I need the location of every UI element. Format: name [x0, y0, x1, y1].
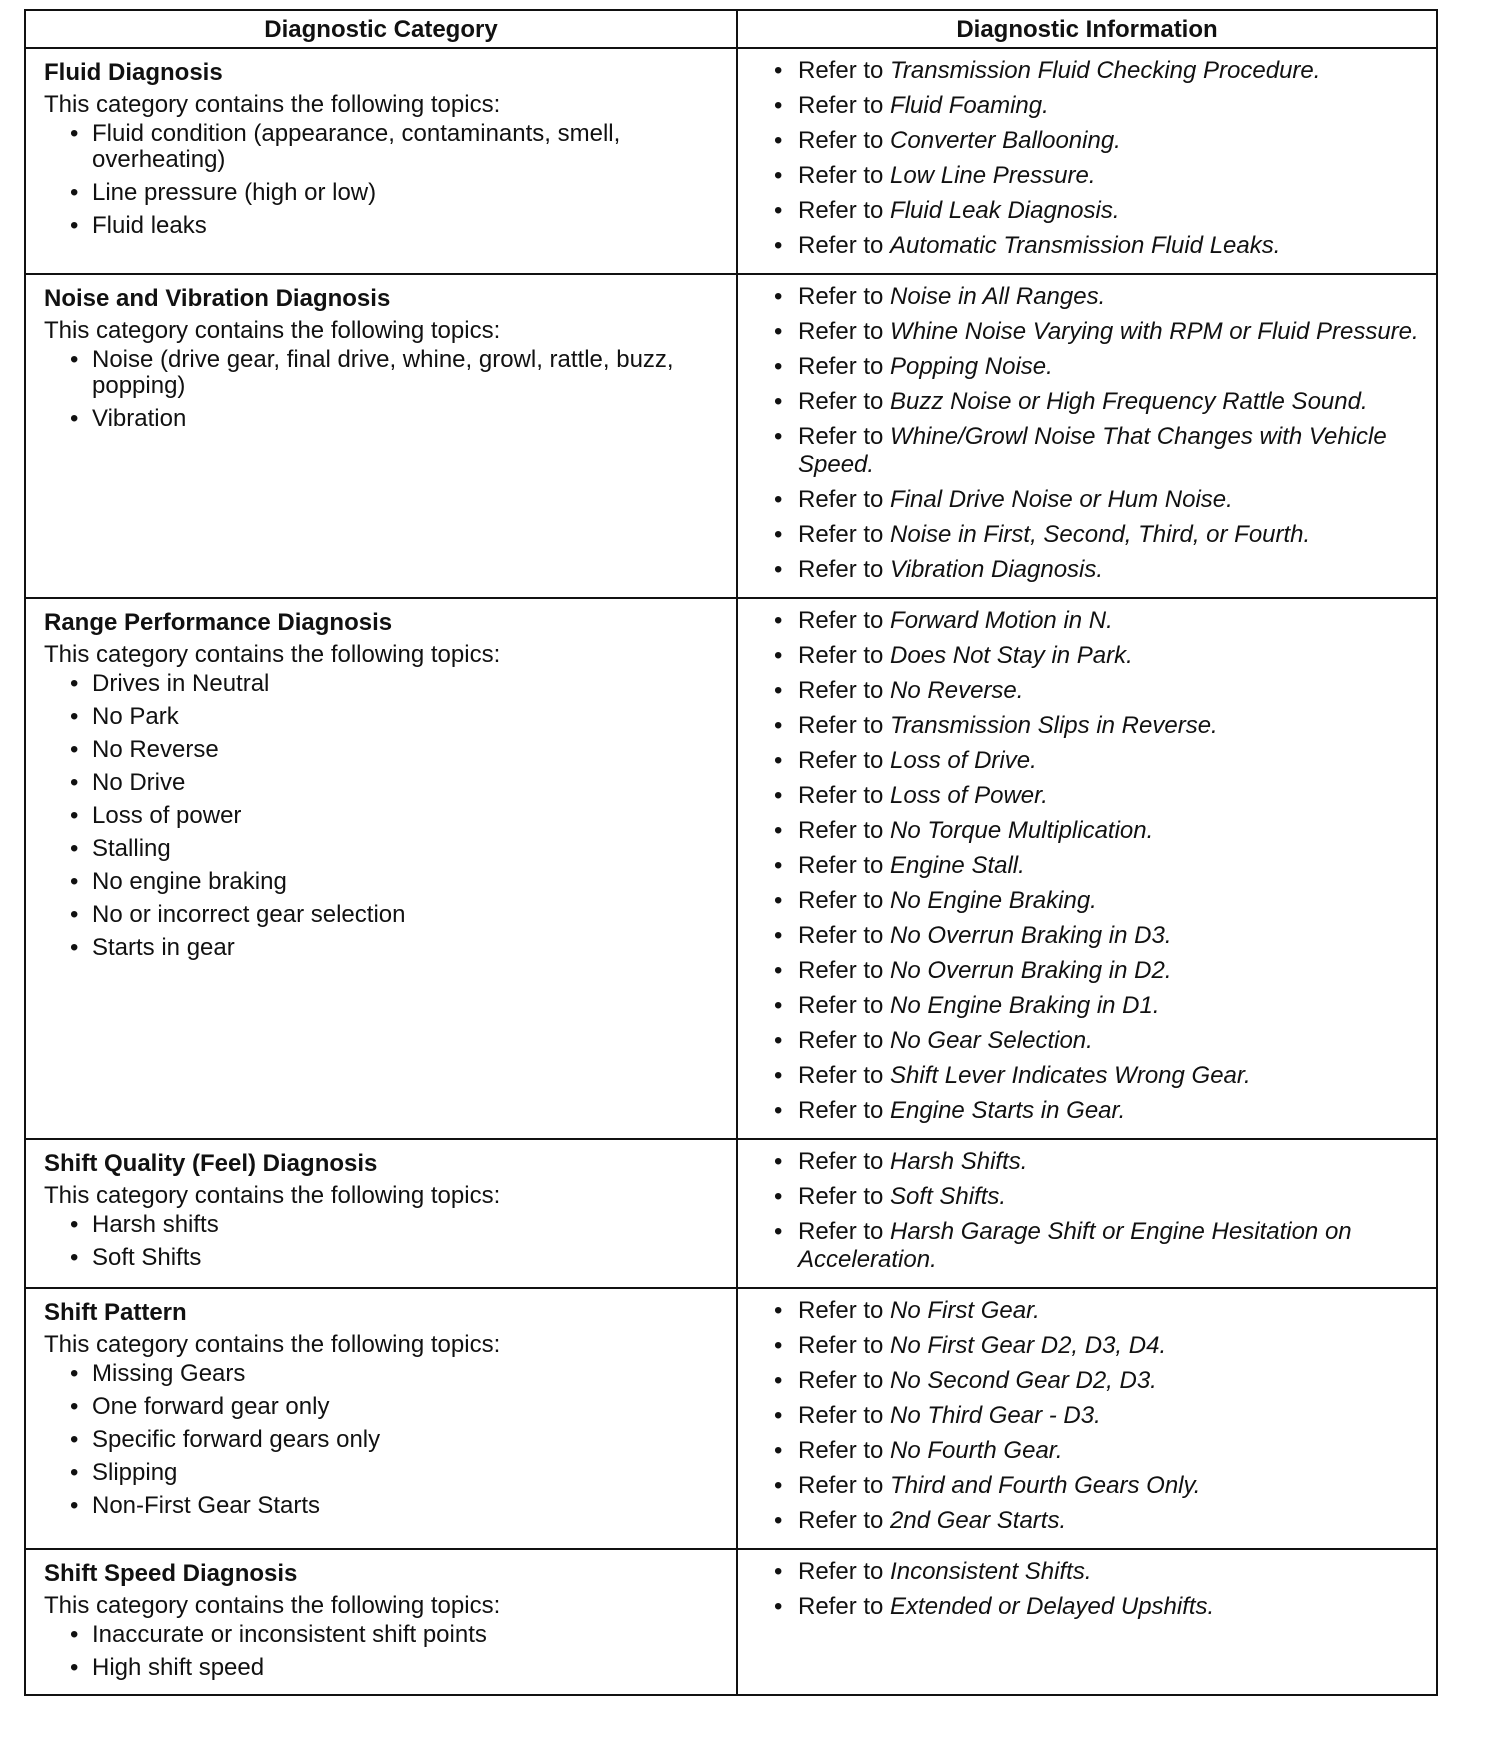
reference-link[interactable]: Final Drive Noise or Hum Noise. — [890, 486, 1233, 513]
reference-link[interactable]: Low Line Pressure. — [890, 162, 1096, 189]
reference-prefix: Refer to — [798, 1593, 884, 1620]
reference-prefix: Refer to — [798, 922, 884, 949]
reference-prefix: Refer to — [798, 1558, 884, 1585]
category-cell — [25, 1549, 737, 1695]
reference-prefix: Refer to — [798, 957, 884, 984]
table-row — [25, 1549, 1437, 1695]
reference-prefix: Refer to — [798, 423, 884, 450]
reference-item — [770, 1332, 1422, 1360]
category-intro: This category contains the following topics: — [44, 1182, 501, 1209]
reference-item — [770, 423, 1422, 479]
reference-prefix: Refer to — [798, 556, 884, 583]
reference-link[interactable]: No Engine Braking. — [890, 887, 1097, 914]
reference-list — [770, 1148, 1422, 1274]
reference-item — [770, 486, 1422, 514]
reference-link[interactable]: Extended or Delayed Upshifts. — [890, 1593, 1215, 1620]
reference-prefix: Refer to — [798, 852, 884, 879]
topic-item: • Fluid condition (appearance, contaminants, smell, overheating) — [66, 121, 722, 173]
topic-item: • Fluid leaks — [66, 213, 722, 239]
reference-link[interactable]: No Fourth Gear. — [890, 1437, 1063, 1464]
reference-link[interactable]: 2nd Gear Starts. — [890, 1507, 1067, 1534]
topic-list — [44, 671, 722, 961]
topic-item: • No Reverse — [66, 737, 722, 763]
reference-item — [770, 127, 1422, 155]
category-intro: This category contains the following topics: — [44, 91, 501, 118]
diagnostic-table — [24, 9, 1438, 1696]
reference-prefix: Refer to — [798, 283, 884, 310]
reference-item — [770, 232, 1422, 260]
reference-prefix: Refer to — [798, 1507, 884, 1534]
reference-prefix: Refer to — [798, 1332, 884, 1359]
topic-item: • No or incorrect gear selection — [66, 902, 722, 928]
topic-item: • Slipping — [66, 1460, 722, 1486]
reference-link[interactable]: Harsh Shifts. — [890, 1148, 1028, 1175]
reference-link[interactable]: Noise in All Ranges. — [890, 283, 1106, 310]
reference-link[interactable]: No Reverse. — [890, 677, 1024, 704]
reference-item — [770, 607, 1422, 635]
reference-link[interactable]: Engine Starts in Gear. — [890, 1097, 1126, 1124]
category-cell — [25, 48, 737, 274]
reference-item — [770, 1148, 1422, 1176]
reference-prefix: Refer to — [798, 1297, 884, 1324]
information-cell — [737, 1288, 1437, 1549]
reference-item — [770, 1367, 1422, 1395]
topic-list — [44, 121, 722, 239]
reference-item — [770, 1062, 1422, 1090]
reference-prefix: Refer to — [798, 92, 884, 119]
reference-prefix: Refer to — [798, 1472, 884, 1499]
reference-link[interactable]: Transmission Slips in Reverse. — [890, 712, 1218, 739]
reference-link[interactable]: No Overrun Braking in D3. — [890, 922, 1172, 949]
reference-prefix: Refer to — [798, 1183, 884, 1210]
category-intro: This category contains the following topics: — [44, 1592, 501, 1619]
table-row — [25, 598, 1437, 1139]
reference-link[interactable]: Third and Fourth Gears Only. — [890, 1472, 1201, 1499]
table-row — [25, 1288, 1437, 1549]
reference-prefix: Refer to — [798, 607, 884, 634]
reference-prefix: Refer to — [798, 57, 884, 84]
topic-item: • Inaccurate or inconsistent shift points — [66, 1622, 722, 1648]
topic-list — [44, 1361, 722, 1519]
reference-prefix: Refer to — [798, 1437, 884, 1464]
reference-link[interactable]: Fluid Leak Diagnosis. — [890, 197, 1120, 224]
topic-item: • No Park — [66, 704, 722, 730]
reference-list — [770, 1558, 1422, 1621]
reference-item — [770, 1472, 1422, 1500]
reference-item — [770, 1183, 1422, 1211]
reference-link[interactable]: Engine Stall. — [890, 852, 1025, 879]
reference-link[interactable]: Converter Ballooning. — [890, 127, 1121, 154]
reference-prefix: Refer to — [798, 521, 884, 548]
table-row — [25, 48, 1437, 274]
reference-list — [770, 607, 1422, 1125]
reference-item — [770, 712, 1422, 740]
category-cell — [25, 598, 737, 1139]
table-body — [25, 48, 1437, 1695]
topic-item: • Vibration — [66, 406, 722, 432]
reference-item — [770, 852, 1422, 880]
category-cell — [25, 1288, 737, 1549]
reference-prefix: Refer to — [798, 353, 884, 380]
reference-prefix: Refer to — [798, 817, 884, 844]
reference-prefix: Refer to — [798, 887, 884, 914]
information-cell — [737, 274, 1437, 598]
reference-link[interactable]: No Gear Selection. — [890, 1027, 1093, 1054]
reference-link[interactable]: Loss of Power. — [890, 782, 1048, 809]
reference-item — [770, 92, 1422, 120]
reference-link[interactable]: Forward Motion in N. — [890, 607, 1113, 634]
topic-list — [44, 347, 722, 432]
category-cell — [25, 274, 737, 598]
topic-item: • Non-First Gear Starts — [66, 1493, 722, 1519]
category-intro: This category contains the following topics: — [44, 641, 501, 668]
reference-item — [770, 782, 1422, 810]
reference-item — [770, 922, 1422, 950]
reference-item — [770, 197, 1422, 225]
reference-list — [770, 57, 1422, 260]
reference-link[interactable]: Whine/Growl Noise That Changes with Vehicle Speed. — [798, 423, 1387, 478]
reference-item — [770, 521, 1422, 549]
reference-prefix: Refer to — [798, 1402, 884, 1429]
reference-link[interactable]: Automatic Transmission Fluid Leaks. — [890, 232, 1281, 259]
reference-link[interactable]: Harsh Garage Shift or Engine Hesitation on Acceleration. — [798, 1218, 1352, 1273]
topic-item: • Loss of power — [66, 803, 722, 829]
reference-link[interactable]: Vibration Diagnosis. — [890, 556, 1104, 583]
reference-item — [770, 817, 1422, 845]
topic-item: • Harsh shifts — [66, 1212, 722, 1238]
reference-item — [770, 388, 1422, 416]
reference-prefix: Refer to — [798, 388, 884, 415]
table-row — [25, 274, 1437, 598]
table-row — [25, 1139, 1437, 1288]
reference-link[interactable]: Shift Lever Indicates Wrong Gear. — [890, 1062, 1251, 1089]
reference-item — [770, 353, 1422, 381]
topic-item: • High shift speed — [66, 1655, 722, 1681]
category-title: Shift Quality (Feel) Diagnosis — [44, 1150, 378, 1177]
topic-item: • One forward gear only — [66, 1394, 722, 1420]
reference-prefix: Refer to — [798, 1062, 884, 1089]
reference-link[interactable]: Inconsistent Shifts. — [890, 1558, 1092, 1585]
reference-prefix: Refer to — [798, 1367, 884, 1394]
topic-item: • Specific forward gears only — [66, 1427, 722, 1453]
topic-item: • No Drive — [66, 770, 722, 796]
reference-item — [770, 677, 1422, 705]
reference-link[interactable]: No Overrun Braking in D2. — [890, 957, 1172, 984]
reference-link[interactable]: Loss of Drive. — [890, 747, 1037, 774]
reference-prefix: Refer to — [798, 992, 884, 1019]
category-intro: This category contains the following topics: — [44, 1331, 501, 1358]
information-cell — [737, 48, 1437, 274]
reference-link[interactable]: Fluid Foaming. — [890, 92, 1049, 119]
reference-item — [770, 57, 1422, 85]
reference-item — [770, 642, 1422, 670]
reference-prefix: Refer to — [798, 162, 884, 189]
reference-item — [770, 992, 1422, 1020]
reference-item — [770, 887, 1422, 915]
information-cell — [737, 1549, 1437, 1695]
reference-prefix: Refer to — [798, 318, 884, 345]
reference-link[interactable]: Transmission Fluid Checking Procedure. — [890, 57, 1321, 84]
topic-item: • Line pressure (high or low) — [66, 180, 722, 206]
reference-list — [770, 1297, 1422, 1535]
information-cell — [737, 1139, 1437, 1288]
reference-item — [770, 1402, 1422, 1430]
reference-item — [770, 1297, 1422, 1325]
reference-prefix: Refer to — [798, 232, 884, 259]
reference-link[interactable]: No First Gear. — [890, 1297, 1040, 1324]
reference-prefix: Refer to — [798, 782, 884, 809]
reference-prefix: Refer to — [798, 1148, 884, 1175]
reference-link[interactable]: No First Gear D2, D3, D4. — [890, 1332, 1167, 1359]
header-diagnostic-information: Diagnostic Information — [737, 10, 1437, 48]
category-intro: This category contains the following topics: — [44, 317, 501, 344]
category-cell — [25, 1139, 737, 1288]
reference-prefix: Refer to — [798, 197, 884, 224]
category-title: Shift Speed Diagnosis — [44, 1560, 298, 1587]
reference-item — [770, 1558, 1422, 1586]
reference-prefix: Refer to — [798, 127, 884, 154]
topic-item: • Drives in Neutral — [66, 671, 722, 697]
reference-list — [770, 283, 1422, 584]
reference-item — [770, 162, 1422, 190]
category-title: Fluid Diagnosis — [44, 59, 223, 86]
topic-item: • No engine braking — [66, 869, 722, 895]
reference-link[interactable]: Noise in First, Second, Third, or Fourth. — [890, 521, 1311, 548]
reference-link[interactable]: Soft Shifts. — [890, 1183, 1007, 1210]
reference-prefix: Refer to — [798, 1218, 884, 1245]
reference-item — [770, 283, 1422, 311]
reference-item — [770, 1027, 1422, 1055]
reference-prefix: Refer to — [798, 1097, 884, 1124]
reference-item — [770, 1593, 1422, 1621]
reference-link[interactable]: Popping Noise. — [890, 353, 1053, 380]
reference-link[interactable]: No Third Gear - D3. — [890, 1402, 1101, 1429]
category-title: Shift Pattern — [44, 1299, 187, 1326]
reference-prefix: Refer to — [798, 642, 884, 669]
topic-list — [44, 1212, 722, 1271]
topic-list — [44, 1622, 722, 1681]
header-row — [25, 10, 1437, 48]
category-title: Range Performance Diagnosis — [44, 609, 393, 636]
reference-item — [770, 957, 1422, 985]
reference-prefix: Refer to — [798, 712, 884, 739]
information-cell — [737, 598, 1437, 1139]
reference-item — [770, 1507, 1422, 1535]
topic-item: • Soft Shifts — [66, 1245, 722, 1271]
reference-link[interactable]: Buzz Noise or High Frequency Rattle Sound. — [890, 388, 1368, 415]
reference-prefix: Refer to — [798, 1027, 884, 1054]
reference-prefix: Refer to — [798, 486, 884, 513]
topic-item: • Starts in gear — [66, 935, 722, 961]
reference-item — [770, 1218, 1422, 1274]
reference-link[interactable]: Does Not Stay in Park. — [890, 642, 1133, 669]
reference-item — [770, 747, 1422, 775]
reference-item — [770, 318, 1422, 346]
reference-prefix: Refer to — [798, 747, 884, 774]
reference-prefix: Refer to — [798, 677, 884, 704]
topic-item: • Stalling — [66, 836, 722, 862]
reference-link[interactable]: Whine Noise Varying with RPM or Fluid Pressure. — [890, 318, 1419, 345]
reference-link[interactable]: No Second Gear D2, D3. — [890, 1367, 1157, 1394]
reference-item — [770, 556, 1422, 584]
reference-link[interactable]: No Torque Multiplication. — [890, 817, 1154, 844]
header-diagnostic-category: Diagnostic Category — [25, 10, 737, 48]
category-title: Noise and Vibration Diagnosis — [44, 285, 391, 312]
reference-item — [770, 1097, 1422, 1125]
reference-link[interactable]: No Engine Braking in D1. — [890, 992, 1160, 1019]
topic-item: • Missing Gears — [66, 1361, 722, 1387]
reference-item — [770, 1437, 1422, 1465]
topic-item: • Noise (drive gear, final drive, whine, growl, rattle, buzz, popping) — [66, 347, 722, 399]
